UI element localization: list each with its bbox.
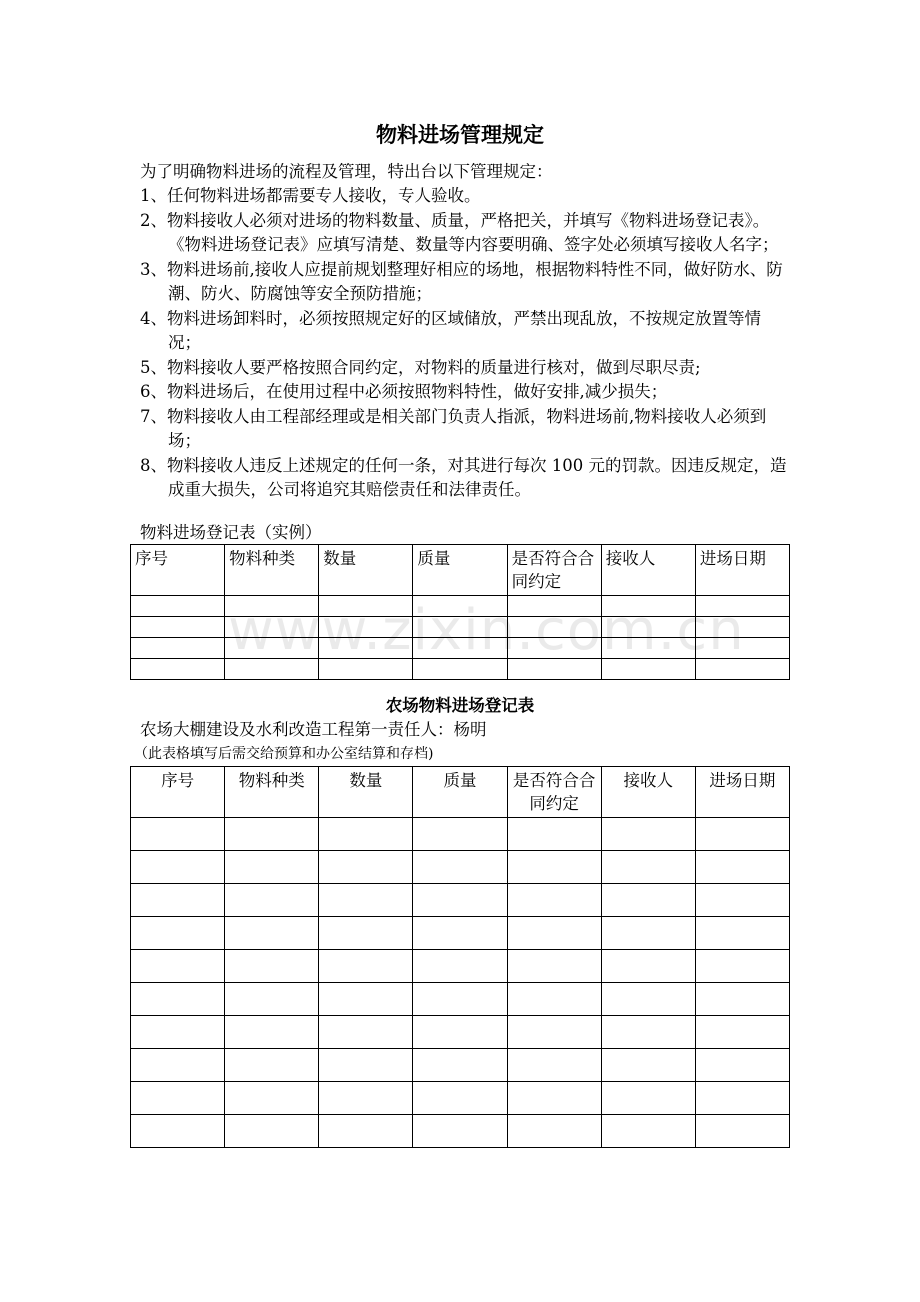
table-cell[interactable] <box>319 1016 413 1049</box>
intro-paragraph: 为了明确物料进场的流程及管理，特出台以下管理规定： <box>140 162 553 181</box>
table-cell[interactable] <box>225 950 319 983</box>
table-cell[interactable] <box>695 617 789 638</box>
table-cell[interactable] <box>601 638 695 659</box>
table-cell[interactable] <box>413 1082 507 1115</box>
rule-item: 4、物料进场卸料时，必须按照规定好的区域储放，严禁出现乱放，不按规定放置等情况； <box>140 308 761 352</box>
table-cell[interactable] <box>507 884 601 917</box>
table-cell[interactable] <box>695 1049 789 1082</box>
table-row <box>131 1049 790 1082</box>
table-cell[interactable] <box>695 818 789 851</box>
table-cell[interactable] <box>319 617 413 638</box>
table-cell[interactable] <box>413 659 507 680</box>
table-row <box>131 818 790 851</box>
table-cell[interactable] <box>131 884 225 917</box>
table-cell[interactable] <box>319 983 413 1016</box>
column-header: 序号 <box>131 767 225 818</box>
table-cell[interactable] <box>225 1082 319 1115</box>
rule-item: 1、任何物料进场都需要专人接收，专人验收。 <box>140 186 481 205</box>
table-cell[interactable] <box>413 617 507 638</box>
table-cell[interactable] <box>131 617 225 638</box>
table-cell[interactable] <box>413 1115 507 1148</box>
column-header: 是否符合合同约定 <box>507 767 601 818</box>
table-cell[interactable] <box>131 1082 225 1115</box>
watermark: www.zixin.com.cn <box>228 598 745 663</box>
column-header: 接收人 <box>601 767 695 818</box>
column-header: 数量 <box>319 767 413 818</box>
table-cell[interactable] <box>413 851 507 884</box>
table-cell[interactable] <box>507 1049 601 1082</box>
table-cell[interactable] <box>225 884 319 917</box>
column-header: 进场日期 <box>695 767 789 818</box>
table-cell[interactable] <box>507 818 601 851</box>
table-cell[interactable] <box>601 1115 695 1148</box>
table-cell[interactable] <box>507 617 601 638</box>
table-cell[interactable] <box>507 1115 601 1148</box>
table-cell[interactable] <box>413 818 507 851</box>
table-cell[interactable] <box>601 1049 695 1082</box>
table-cell[interactable] <box>131 917 225 950</box>
column-header: 是否符合合同约定 <box>507 545 601 596</box>
farm-registration-table <box>130 766 790 1148</box>
table-cell[interactable] <box>507 917 601 950</box>
table-cell[interactable] <box>319 1049 413 1082</box>
table-cell[interactable] <box>601 1016 695 1049</box>
table-row <box>131 638 790 659</box>
table-cell[interactable] <box>413 884 507 917</box>
example-registration-table <box>130 544 790 680</box>
responsible-person-line: 农场大棚建设及水利改造工程第一责任人：杨明 <box>140 720 487 739</box>
table-cell[interactable] <box>413 983 507 1016</box>
table-cell[interactable] <box>131 1016 225 1049</box>
table-cell[interactable] <box>507 983 601 1016</box>
table-row <box>131 1082 790 1115</box>
table-cell[interactable] <box>695 950 789 983</box>
rule-item: 8、物料接收人违反上述规定的任何一条，对其进行每次 100 元的罚款。因违反规定，造成重大损失，公司将追究其赔偿责任和法律责任。 <box>140 455 787 499</box>
table-row <box>131 983 790 1016</box>
table-cell[interactable] <box>131 818 225 851</box>
rule-item: 3、物料进场前,接收人应提前规划整理好相应的场地，根据物料特性不同，做好防水、防潮、防火、防腐蚀等安全预防措施； <box>140 259 783 303</box>
table-cell[interactable] <box>225 851 319 884</box>
table-cell[interactable] <box>601 617 695 638</box>
table-cell[interactable] <box>507 950 601 983</box>
table-cell[interactable] <box>507 851 601 884</box>
table-cell[interactable] <box>131 983 225 1016</box>
table-cell[interactable] <box>601 884 695 917</box>
table-cell[interactable] <box>695 851 789 884</box>
table-cell[interactable] <box>319 818 413 851</box>
table-row <box>131 851 790 884</box>
table-header-row <box>131 767 790 818</box>
table-row <box>131 950 790 983</box>
table-cell[interactable] <box>319 1082 413 1115</box>
table-cell[interactable] <box>319 884 413 917</box>
table-cell[interactable] <box>319 596 413 617</box>
table-cell[interactable] <box>131 1115 225 1148</box>
table-cell[interactable] <box>225 917 319 950</box>
table-cell[interactable] <box>507 1016 601 1049</box>
table-cell[interactable] <box>601 917 695 950</box>
table-cell[interactable] <box>131 851 225 884</box>
table-cell[interactable] <box>695 1082 789 1115</box>
example-table-caption: 物料进场登记表（实例） <box>140 523 322 542</box>
farm-table-title: 农场物料进场登记表 <box>385 696 535 715</box>
table-cell[interactable] <box>601 851 695 884</box>
archive-note: （此表格填写后需交给预算和办公室结算和存档) <box>134 746 434 762</box>
column-header: 数量 <box>319 545 413 596</box>
table-cell[interactable] <box>131 950 225 983</box>
rule-item: 5、物料接收人要严格按照合同约定，对物料的质量进行核对，做到尽职尽责; <box>140 357 701 377</box>
table-cell[interactable] <box>695 983 789 1016</box>
table-cell[interactable] <box>413 917 507 950</box>
table-cell[interactable] <box>695 1115 789 1148</box>
table-cell[interactable] <box>319 950 413 983</box>
table-cell[interactable] <box>225 818 319 851</box>
table-cell[interactable] <box>413 596 507 617</box>
rule-item: 7、物料接收人由工程部经理或是相关部门负责人指派，物料进场前,物料接收人必须到场； <box>140 406 767 450</box>
table-cell[interactable] <box>695 884 789 917</box>
table-row <box>131 617 790 638</box>
table-cell[interactable] <box>225 638 319 659</box>
table-cell[interactable] <box>225 1016 319 1049</box>
table-row <box>131 884 790 917</box>
rule-item: 6、物料进场后，在使用过程中必须按照物料特性，做好安排,减少损失； <box>140 382 668 401</box>
table-cell[interactable] <box>507 638 601 659</box>
rule-item: 2、物料接收人必须对进场的物料数量、质量，严格把关，并填写《物料进场登记表》。《物料进场登记表》应填写清楚、数量等内容要明确、签字处必须填写接收人名字； <box>140 210 779 254</box>
table-row <box>131 596 790 617</box>
table-cell[interactable] <box>131 1049 225 1082</box>
table-cell[interactable] <box>507 596 601 617</box>
table-cell[interactable] <box>601 659 695 680</box>
table-cell[interactable] <box>695 1016 789 1049</box>
table-cell[interactable] <box>695 659 789 680</box>
table-cell[interactable] <box>507 1082 601 1115</box>
table-cell[interactable] <box>225 659 319 680</box>
column-header: 物料种类 <box>225 545 319 596</box>
rules-list <box>140 184 790 503</box>
table-cell[interactable] <box>413 1016 507 1049</box>
column-header: 序号 <box>131 545 225 596</box>
table-cell[interactable] <box>319 1115 413 1148</box>
table-header-row <box>131 545 790 596</box>
table-cell[interactable] <box>131 638 225 659</box>
table-cell[interactable] <box>225 596 319 617</box>
table-cell[interactable] <box>225 617 319 638</box>
table-cell[interactable] <box>225 983 319 1016</box>
column-header: 接收人 <box>601 545 695 596</box>
table-row <box>131 659 790 680</box>
table-cell[interactable] <box>225 1115 319 1148</box>
column-header: 物料种类 <box>225 767 319 818</box>
table-row <box>131 1016 790 1049</box>
table-cell[interactable] <box>319 638 413 659</box>
table-cell[interactable] <box>131 596 225 617</box>
table-cell[interactable] <box>695 638 789 659</box>
table-cell[interactable] <box>413 950 507 983</box>
table-cell[interactable] <box>695 917 789 950</box>
table-cell[interactable] <box>601 596 695 617</box>
column-header: 质量 <box>413 767 507 818</box>
table-cell[interactable] <box>601 818 695 851</box>
table-cell[interactable] <box>131 659 225 680</box>
table-cell[interactable] <box>225 1049 319 1082</box>
document-title: 物料进场管理规定 <box>376 122 544 147</box>
table-cell[interactable] <box>319 917 413 950</box>
table-row <box>131 917 790 950</box>
table-cell[interactable] <box>413 638 507 659</box>
table-cell[interactable] <box>601 983 695 1016</box>
table-cell[interactable] <box>601 1082 695 1115</box>
table-cell[interactable] <box>601 950 695 983</box>
table-cell[interactable] <box>319 659 413 680</box>
table-cell[interactable] <box>507 659 601 680</box>
column-header: 质量 <box>413 545 507 596</box>
table-cell[interactable] <box>319 851 413 884</box>
column-header: 进场日期 <box>695 545 789 596</box>
table-cell[interactable] <box>413 1049 507 1082</box>
table-row <box>131 1115 790 1148</box>
table-cell[interactable] <box>695 596 789 617</box>
